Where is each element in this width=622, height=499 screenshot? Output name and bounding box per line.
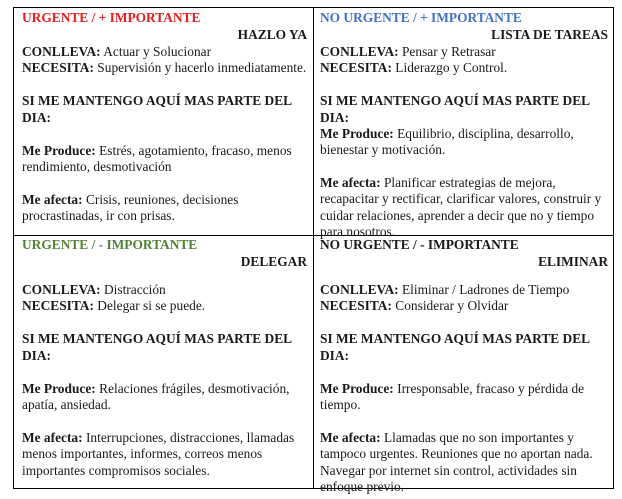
necesita-text: Liderazgo y Control. bbox=[395, 60, 508, 76]
conlleva-line bbox=[320, 282, 610, 298]
necesita-line bbox=[22, 60, 309, 76]
necesita-text: Supervisión y hacerlo inmediatamente. bbox=[97, 60, 307, 76]
produce-text: Irresponsable, fracaso y pérdida de tiempo. bbox=[320, 380, 585, 413]
conlleva-text: Pensar y Retrasar bbox=[401, 44, 496, 59]
conlleva-label: CONLLEVA: bbox=[22, 44, 101, 59]
afecta-text: Llamadas que no son importantes y tampoco urgentes. Reuniones que no aportan nada. Navegar por internet sin control, actividades sin enfoque previo. bbox=[320, 430, 593, 494]
afecta-label: Me afecta: bbox=[320, 175, 381, 191]
produce-text: Relaciones frágiles, desmotivación, apatía, ansiedad. bbox=[22, 380, 290, 413]
quadrant-title: URGENTE / + IMPORTANTE bbox=[22, 10, 201, 25]
necesita-line bbox=[22, 298, 309, 314]
conlleva-text: Eliminar / Ladrones de Tiempo bbox=[401, 282, 570, 297]
necesita-line bbox=[320, 60, 610, 76]
conlleva-text: Actuar y Solucionar bbox=[103, 44, 212, 59]
necesita-line bbox=[320, 298, 610, 314]
section-heading: SI ME MANTENGO AQUÍ MAS PARTE DEL DIA: bbox=[22, 331, 292, 363]
afecta-text: Planificar estrategias de mejora, recapacitar y rectificar, clarificar valores, construir y cuidar relaciones, aprender a decir que no y tiempo para nosotros. bbox=[320, 175, 602, 239]
produce-label: Me Produce: bbox=[22, 142, 96, 158]
necesita-label: NECESITA: bbox=[22, 298, 94, 314]
produce-line bbox=[320, 126, 610, 158]
afecta-line bbox=[320, 175, 610, 240]
produce-text: Estrés, agotamiento, fracaso, menos rendimiento, desmotivación bbox=[22, 142, 292, 175]
necesita-label: NECESITA: bbox=[320, 298, 392, 314]
vertical-divider bbox=[313, 8, 314, 488]
conlleva-line bbox=[22, 282, 309, 298]
produce-line bbox=[22, 143, 309, 175]
conlleva-label: CONLLEVA: bbox=[320, 282, 399, 297]
afecta-label: Me afecta: bbox=[22, 430, 83, 446]
conlleva-text: Distracción bbox=[103, 282, 166, 297]
afecta-label: Me afecta: bbox=[320, 430, 381, 446]
quadrant-not-urgent-important bbox=[320, 10, 610, 240]
quadrant-action: ELIMINAR bbox=[538, 254, 608, 269]
quadrant-title: NO URGENTE / + IMPORTANTE bbox=[320, 10, 522, 25]
afecta-label: Me afecta: bbox=[22, 192, 83, 208]
produce-label: Me Produce: bbox=[320, 125, 394, 141]
necesita-text: Delegar si se puede. bbox=[97, 298, 206, 314]
produce-line bbox=[22, 381, 309, 413]
afecta-line bbox=[22, 192, 309, 224]
conlleva-line bbox=[320, 44, 610, 60]
afecta-text: Crisis, reuniones, decisiones procrastinadas, ir con prisas. bbox=[22, 192, 239, 224]
eisenhower-matrix bbox=[13, 7, 614, 494]
conlleva-label: CONLLEVA: bbox=[320, 44, 399, 59]
produce-text: Equilibrio, disciplina, desarrollo, bienestar y motivación. bbox=[320, 125, 574, 158]
quadrant-action: LISTA DE TAREAS bbox=[491, 27, 608, 42]
produce-label: Me Produce: bbox=[22, 380, 96, 396]
produce-label: Me Produce: bbox=[320, 380, 394, 396]
quadrant-title: URGENTE / - IMPORTANTE bbox=[22, 237, 198, 252]
section-heading: SI ME MANTENGO AQUÍ MAS PARTE DEL DIA: bbox=[320, 93, 590, 125]
conlleva-line bbox=[22, 44, 309, 60]
section-heading: SI ME MANTENGO AQUÍ MAS PARTE DEL DIA: bbox=[320, 331, 590, 363]
produce-line bbox=[320, 381, 610, 413]
section-heading: SI ME MANTENGO AQUÍ MAS PARTE DEL DIA: bbox=[22, 93, 292, 125]
quadrant-urgent-important bbox=[22, 10, 309, 225]
quadrant-urgent-not-important bbox=[22, 237, 309, 479]
quadrant-action: HAZLO YA bbox=[237, 27, 307, 42]
quadrant-action: DELEGAR bbox=[240, 254, 307, 269]
necesita-text: Considerar y Olvidar bbox=[395, 298, 509, 314]
conlleva-label: CONLLEVA: bbox=[22, 282, 101, 297]
quadrant-title: NO URGENTE / - IMPORTANTE bbox=[320, 237, 519, 252]
afecta-text: Interrupciones, distracciones, llamadas menos importantes, informes, correos menos importantes compromisos sociales. bbox=[22, 430, 295, 478]
afecta-line bbox=[22, 430, 309, 479]
quadrant-not-urgent-not-important bbox=[320, 237, 610, 495]
necesita-label: NECESITA: bbox=[320, 60, 392, 76]
afecta-line bbox=[320, 430, 610, 495]
necesita-label: NECESITA: bbox=[22, 60, 94, 76]
